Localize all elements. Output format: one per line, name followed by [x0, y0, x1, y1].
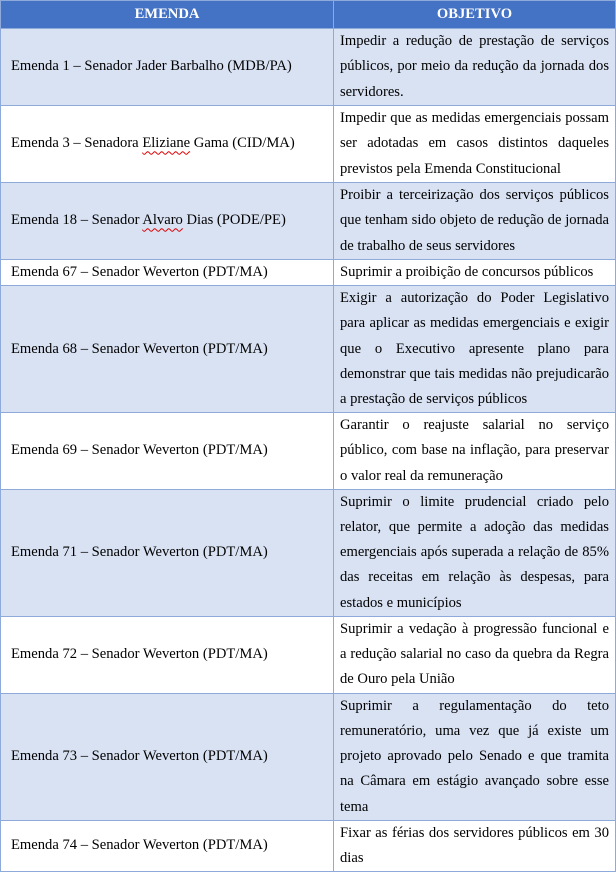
table-row [1, 29, 616, 106]
objetivo-cell: Proibir a terceirização dos serviços públicos que tenham sido objeto de redução de jornada de trabalho de seus servidores [334, 183, 616, 260]
table-row [1, 616, 616, 693]
table-row [1, 106, 616, 183]
emenda-cell: Emenda 73 – Senador Weverton (PDT/MA) [1, 693, 334, 820]
emenda-cell: Emenda 1 – Senador Jader Barbalho (MDB/PA) [1, 29, 334, 106]
objetivo-cell: Fixar as férias dos servidores públicos em 30 dias [334, 820, 616, 871]
header-emenda: EMENDA [1, 1, 334, 29]
objetivo-cell: Impedir a redução de prestação de serviços públicos, por meio da redução da jornada dos servidores. [334, 29, 616, 106]
header-row [1, 1, 616, 29]
table-row [1, 820, 616, 871]
emenda-cell: Emenda 71 – Senador Weverton (PDT/MA) [1, 489, 334, 616]
emenda-cell: Emenda 74 – Senador Weverton (PDT/MA) [1, 820, 334, 871]
table-row [1, 183, 616, 260]
misspelling-mark: Eliziane [142, 135, 191, 152]
objetivo-cell: Exigir a autorização do Poder Legislativo para aplicar as medidas emergenciais e exigir que o Executivo apresente plano para demonstrar que tais medidas não prejudicarão a prestação de serviços públicos [334, 286, 616, 413]
emenda-cell: Emenda 3 – Senadora Eliziane Gama (CID/MA) [1, 106, 334, 183]
emenda-cell: Emenda 18 – Senador Alvaro Dias (PODE/PE) [1, 183, 334, 260]
emenda-cell: Emenda 67 – Senador Weverton (PDT/MA) [1, 260, 334, 286]
emenda-cell: Emenda 72 – Senador Weverton (PDT/MA) [1, 616, 334, 693]
emenda-cell: Emenda 69 – Senador Weverton (PDT/MA) [1, 413, 334, 490]
misspelling-mark: Alvaro [142, 212, 183, 229]
objetivo-cell: Suprimir a regulamentação do teto remuneratório, uma vez que já existe um projeto aprovado pelo Senado e que tramita na Câmara em estágio avançado sobre esse tema [334, 693, 616, 820]
emenda-cell: Emenda 68 – Senador Weverton (PDT/MA) [1, 286, 334, 413]
objetivo-cell: Impedir que as medidas emergenciais possam ser adotadas em casos distintos daqueles previstos pela Emenda Constitucional [334, 106, 616, 183]
objetivo-cell: Garantir o reajuste salarial no serviço público, com base na inflação, para preservar o valor real da remuneração [334, 413, 616, 490]
table-row [1, 286, 616, 413]
objetivo-cell: Suprimir a vedação à progressão funcional e a redução salarial no caso da quebra da Regra de Ouro pela União [334, 616, 616, 693]
objetivo-cell: Suprimir o limite prudencial criado pelo relator, que permite a adoção das medidas emergenciais após superada a relação de 85% das receitas em relação às despesas, para estados e municípios [334, 489, 616, 616]
table-row [1, 413, 616, 490]
table-row [1, 260, 616, 286]
table-row [1, 693, 616, 820]
table-row [1, 489, 616, 616]
objetivo-cell: Suprimir a proibição de concursos públicos [334, 260, 616, 286]
header-objetivo: OBJETIVO [334, 1, 616, 29]
